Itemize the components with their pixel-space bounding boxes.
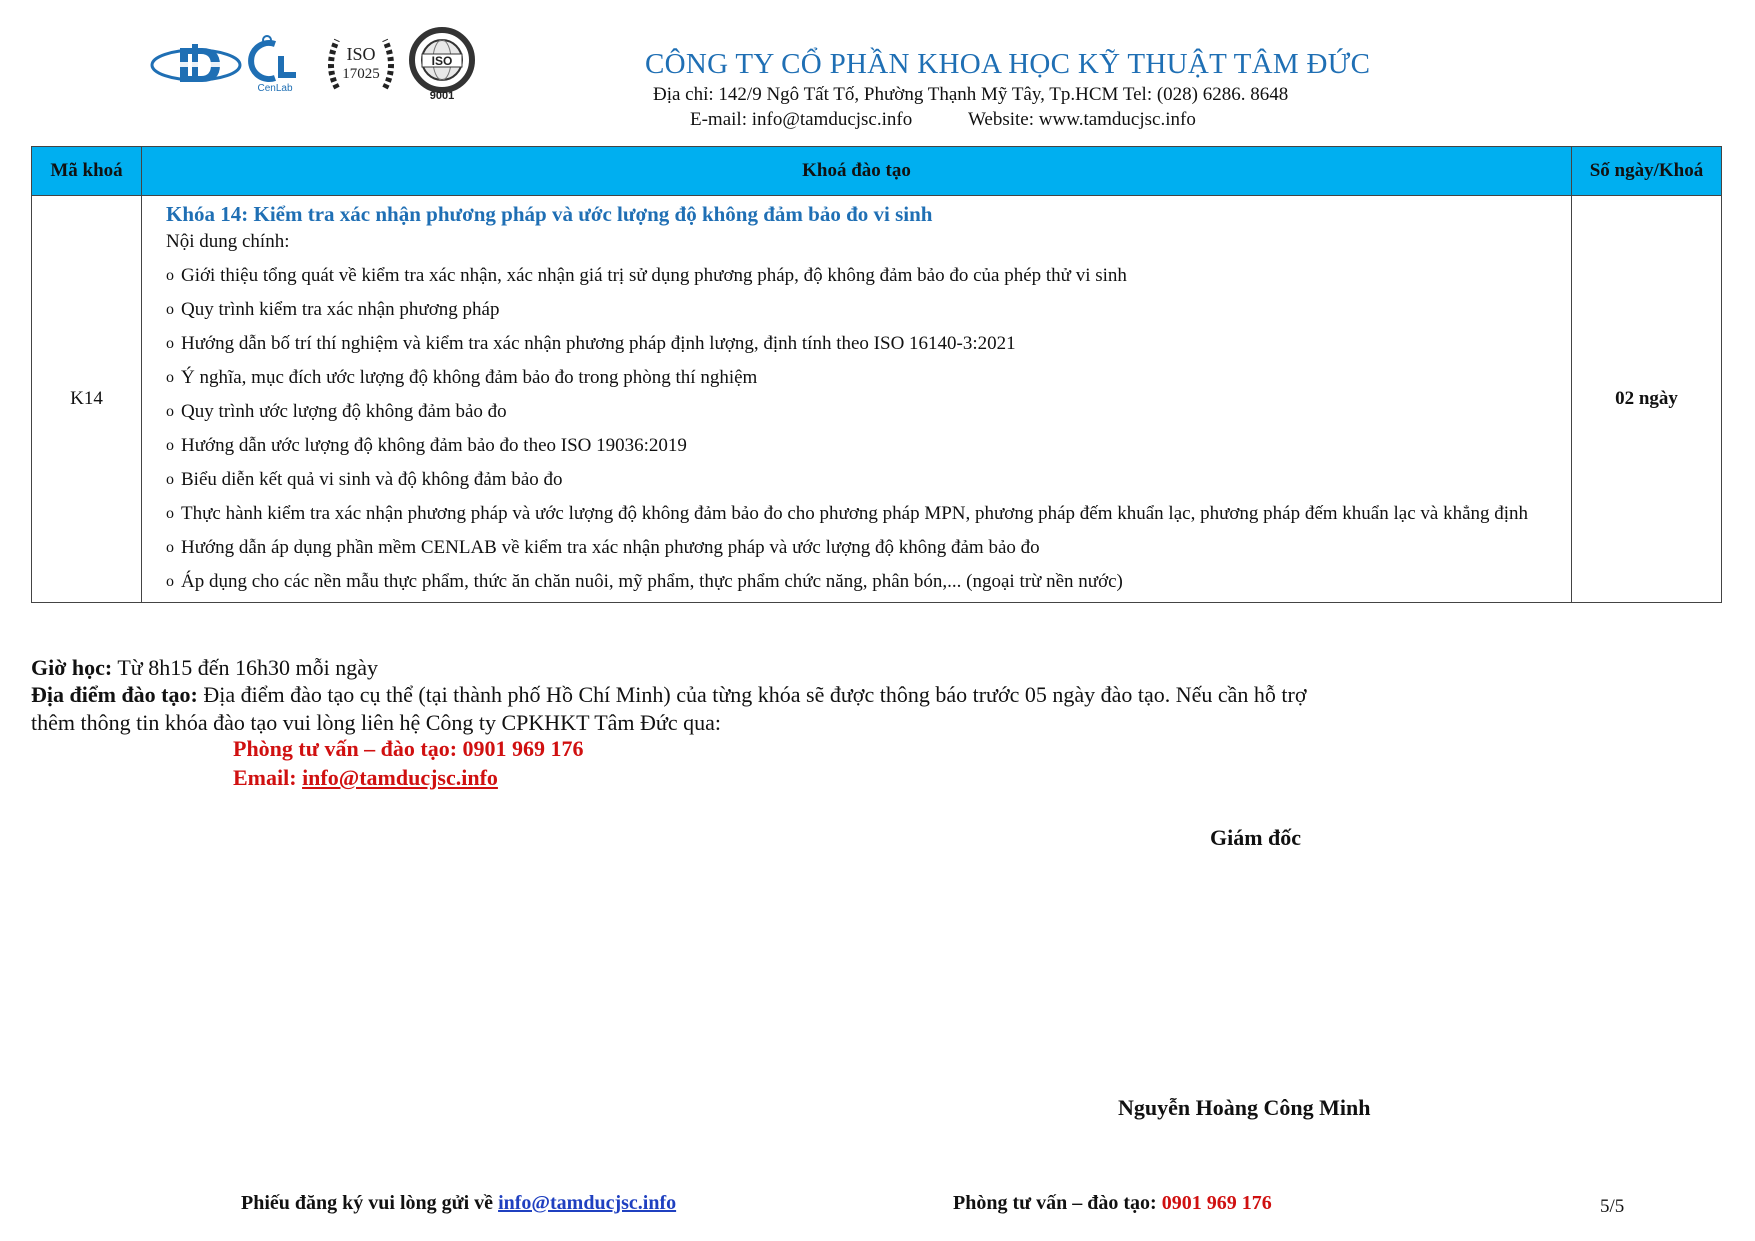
list-item	[166, 364, 1543, 392]
footer-consult-phone: 0901 969 176	[1161, 1192, 1272, 1214]
tam-duc-logo	[150, 40, 242, 86]
topic-text: Thực hành kiểm tra xác nhận phương pháp và ước lượng độ không đảm bảo đo cho phương pháp MPN, phương pháp đếm khuẩn lạc, phương pháp đếm khuẩn lạc và khẳng định	[181, 503, 1529, 524]
company-website[interactable]: Website: www.tamducjsc.info	[968, 109, 1196, 130]
company-email[interactable]: E-mail: info@tamducjsc.info	[690, 109, 913, 130]
contact-email-line	[233, 765, 498, 791]
list-item	[166, 534, 1543, 562]
director-title: Giám đốc	[1210, 825, 1302, 850]
topic-text: Hướng dẫn bố trí thí nghiệm và kiểm tra xác nhận phương pháp định lượng, định tính theo ISO 16140-3:2021	[181, 333, 1016, 354]
bullet-icon: o	[166, 573, 174, 590]
header-course-name: Khoá đào tạo	[142, 147, 1572, 196]
cenlab-logo	[245, 32, 305, 94]
course-title: Khóa 14: Kiểm tra xác nhận phương pháp và ước lượng độ không đảm bảo đo vi sinh	[166, 202, 933, 226]
company-name: CÔNG TY CỔ PHẦN KHOA HỌC KỸ THUẬT TÂM ĐỨC	[645, 48, 1371, 80]
study-hours	[31, 655, 378, 681]
topic-text: Biểu diễn kết quả vi sinh và độ không đảm bảo đo	[181, 469, 563, 490]
content-label: Nội dung chính:	[166, 231, 290, 252]
iso-17025-text-top: ISO	[346, 44, 376, 64]
bullet-icon: o	[166, 471, 174, 488]
table-header-row	[32, 147, 1722, 196]
director-name: Nguyễn Hoàng Công Minh	[1118, 1095, 1371, 1120]
company-address: Địa chỉ: 142/9 Ngô Tất Tố, Phường Thạnh Mỹ Tây, Tp.HCM Tel: (028) 6286. 8648	[653, 84, 1289, 105]
topic-text: Hướng dẫn ước lượng độ không đảm bảo đo theo ISO 19036:2019	[181, 435, 687, 456]
bullet-icon: o	[166, 403, 174, 420]
bullet-icon: o	[166, 301, 174, 318]
svg-text:9001: 9001	[429, 90, 455, 102]
topic-text: Quy trình kiểm tra xác nhận phương pháp	[181, 299, 500, 320]
footer-register	[241, 1192, 676, 1215]
page-number: 5/5	[1600, 1196, 1625, 1217]
table-row	[32, 196, 1722, 603]
bullet-icon: o	[166, 437, 174, 454]
course-days: 02 ngày	[1572, 196, 1722, 603]
list-item	[166, 296, 1543, 324]
topic-text: Áp dụng cho các nền mẫu thực phẩm, thức ăn chăn nuôi, mỹ phẩm, thực phẩm chức năng, phân bón,... (ngoại trừ nền nước)	[181, 571, 1123, 592]
topic-text: Quy trình ước lượng độ không đảm bảo đo	[181, 401, 507, 422]
training-location-continued: thêm thông tin khóa đào tạo vui lòng liên hệ Công ty CPKHKT Tâm Đức qua:	[31, 710, 721, 735]
footer-consult-label: Phòng tư vấn – đào tạo:	[953, 1192, 1162, 1214]
topic-list	[166, 262, 1543, 596]
course-code: K14	[32, 196, 142, 603]
header-days: Số ngày/Khoá	[1572, 147, 1722, 196]
svg-text:ISO: ISO	[431, 54, 453, 68]
study-hours-value: Từ 8h15 đến 16h30 mỗi ngày	[112, 655, 378, 680]
footer-consult	[953, 1192, 1272, 1215]
bullet-icon: o	[166, 369, 174, 386]
bullet-icon: o	[166, 505, 174, 522]
list-item	[166, 500, 1543, 528]
training-location	[31, 682, 1307, 708]
topic-text: Giới thiệu tổng quát về kiểm tra xác nhận, xác nhận giá trị sử dụng phương pháp, độ không đảm bảo đo của phép thử vi sinh	[181, 265, 1127, 286]
topic-text: Ý nghĩa, mục đích ước lượng độ không đảm bảo đo trong phòng thí nghiệm	[181, 367, 758, 388]
header-course-code: Mã khoá	[32, 147, 142, 196]
bullet-icon: o	[166, 267, 174, 284]
course-table	[31, 146, 1722, 603]
list-item	[166, 262, 1543, 290]
iso-17025-text-bottom: 17025	[342, 66, 380, 82]
list-item	[166, 330, 1543, 358]
bullet-icon: o	[166, 335, 174, 352]
footer-register-text: Phiếu đăng ký vui lòng gửi về	[241, 1192, 499, 1214]
list-item	[166, 568, 1543, 596]
footer-register-email[interactable]: info@tamducjsc.info	[498, 1192, 677, 1214]
list-item	[166, 432, 1543, 460]
iso-17025-seal	[323, 28, 399, 102]
contact-email-link[interactable]: info@tamducjsc.info	[302, 765, 498, 790]
list-item	[166, 466, 1543, 494]
cenlab-logo-text: CenLab	[257, 83, 293, 94]
training-location-label: Địa điểm đào tạo:	[31, 682, 198, 707]
training-location-value: Địa điểm đào tạo cụ thể (tại thành phố Hồ Chí Minh) của từng khóa sẽ được thông báo trước 05 ngày đào tạo. Nếu cần hỗ trợ	[197, 682, 1307, 707]
course-content	[142, 196, 1572, 603]
bullet-icon: o	[166, 539, 174, 556]
contact-email-label: Email:	[233, 765, 303, 790]
consulting-hotline: Phòng tư vấn – đào tạo: 0901 969 176	[233, 736, 584, 761]
topic-text: Hướng dẫn áp dụng phần mềm CENLAB về kiểm tra xác nhận phương pháp và ước lượng độ không đảm bảo đo	[181, 537, 1040, 558]
iso-9001-seal	[404, 24, 480, 102]
study-hours-label: Giờ học:	[31, 655, 113, 680]
list-item	[166, 398, 1543, 426]
